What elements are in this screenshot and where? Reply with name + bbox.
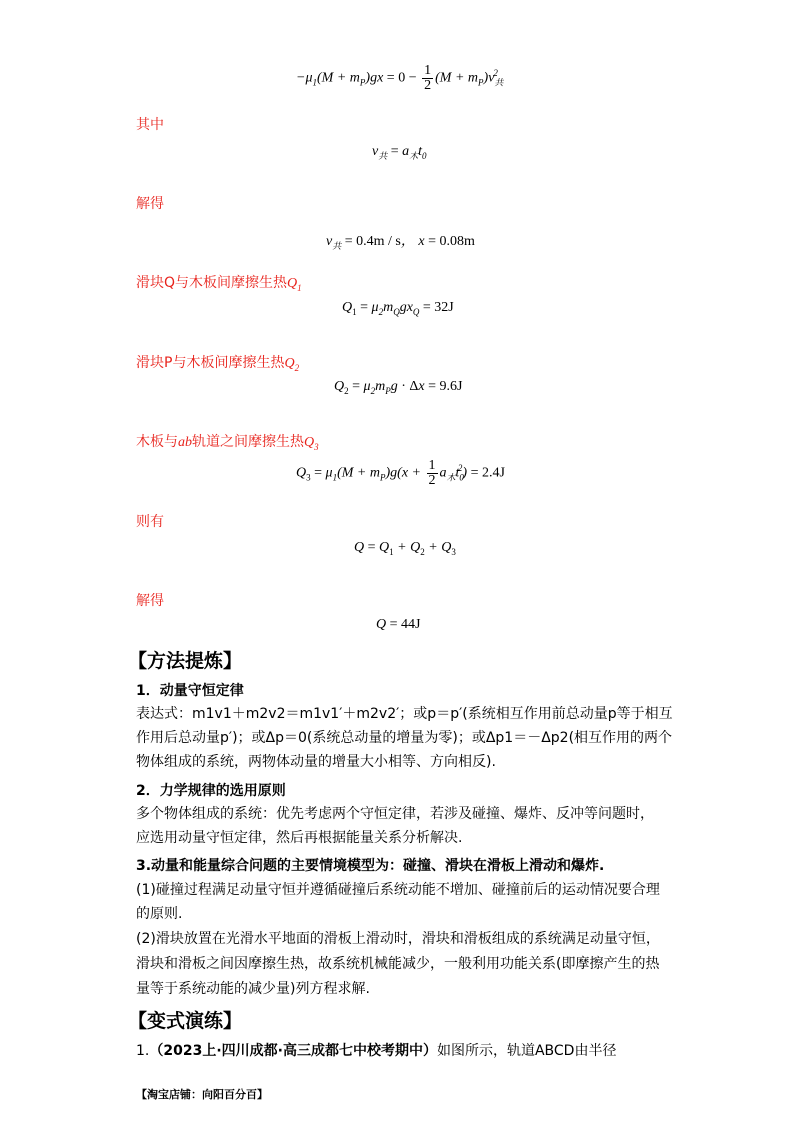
method-point2-title: 2．力学规律的选用原则 — [136, 783, 286, 799]
method-point3-b-line1: (2)滑块放置在光滑水平地面的滑板上滑动时，滑块和滑板组成的系统满足动量守恒， — [136, 931, 660, 947]
variant-question-1 — [136, 1039, 616, 1063]
question-text: 如图所示，轨道ABCD由半径 — [436, 1043, 617, 1059]
equation-q-total: Q = 44J — [376, 617, 421, 632]
equation-energy: $-\mu_1(M + m_P)gx = 0$ − $\frac{1}{2}$ $(M + m_P)v_共^2$ — [296, 63, 504, 93]
label-jiede-2: 解得 — [136, 593, 164, 609]
method-point1-title: 1．动量守恒定律 — [136, 683, 244, 699]
method-point2-line1: 多个物体组成的系统：优先考虑两个守恒定律，若涉及碰撞、爆炸、反冲等问题时， — [136, 806, 654, 822]
label-jiede-1: 解得 — [136, 196, 164, 212]
method-point1-text: 表达式：m1v1＋m2v2＝m1v1′＋m2v2′；或p＝p′(系统相互作用前总动量p等于相互作用后总动量p′)；或Δp＝0(系统总动量的增量为零)；或Δp1＝－Δp2(相互作用的两个物体组成的系统，两物体动量的增量大小相等、方向相反). — [136, 706, 673, 770]
equation-q3: $Q_3 = \mu_1(M + m_P)g(x$ + $\frac{1}{2}$ $a_木t_0^2) = 2.4J$ — [296, 458, 505, 488]
label-heat-q2: 滑块P与木板间摩擦生热$Q_2$ — [136, 355, 300, 373]
method-point3-b-line3: 量等于系统动能的减少量)列方程求解. — [136, 981, 370, 997]
equation-q1: $Q_1 = \mu_2m_Qgx_Q = 32J$ — [342, 300, 454, 317]
heading-method: 【方法提炼】 — [128, 650, 243, 672]
method-point3-a-line2: 的原则. — [136, 906, 183, 922]
label-heat-q3: 木板与ab轨道之间摩擦生热$Q_3$ — [136, 434, 319, 452]
question-number: 1. — [136, 1043, 150, 1059]
equation-q-sum: $Q = Q_1 + Q_2 + Q_3$ — [354, 540, 456, 557]
method-point3-title: 3.动量和能量综合问题的主要情境模型为：碰撞、滑块在滑板上滑动和爆炸. — [136, 858, 605, 874]
footer-shop-note: 【淘宝店铺：向阳百分百】 — [136, 1088, 268, 1101]
label-zeyou: 则有 — [136, 514, 164, 530]
label-heat-q1: 滑块Q与木板间摩擦生热$Q_1$ — [136, 275, 302, 293]
label-qizhong: 其中 — [136, 117, 164, 133]
question-source: （2023上·四川成都·高三成都七中校考期中） — [149, 1043, 437, 1059]
method-point3-a-line1: (1)碰撞过程满足动量守恒并遵循碰撞后系统动能不增加、碰撞前后的运动情况要合理 — [136, 882, 660, 898]
equation-v-common: $v_共 = a_木t_0$ — [372, 144, 427, 161]
equation-q2: $Q_2 = \mu_2m_Pg \cdot \Delta x = 9.6J$ — [334, 379, 463, 396]
method-point3-b-line2: 滑块和滑板之间因摩擦生热，故系统机械能减少，一般利用功能关系(即摩擦产生的热 — [136, 956, 660, 972]
method-point2-line2: 应选用动量守恒定律，然后再根据能量关系分析解决. — [136, 830, 463, 846]
equation-result-v-x: $v_共 = 0.4m / s$， x = 0.08m — [326, 234, 475, 251]
heading-variant: 【变式演练】 — [128, 1010, 243, 1032]
